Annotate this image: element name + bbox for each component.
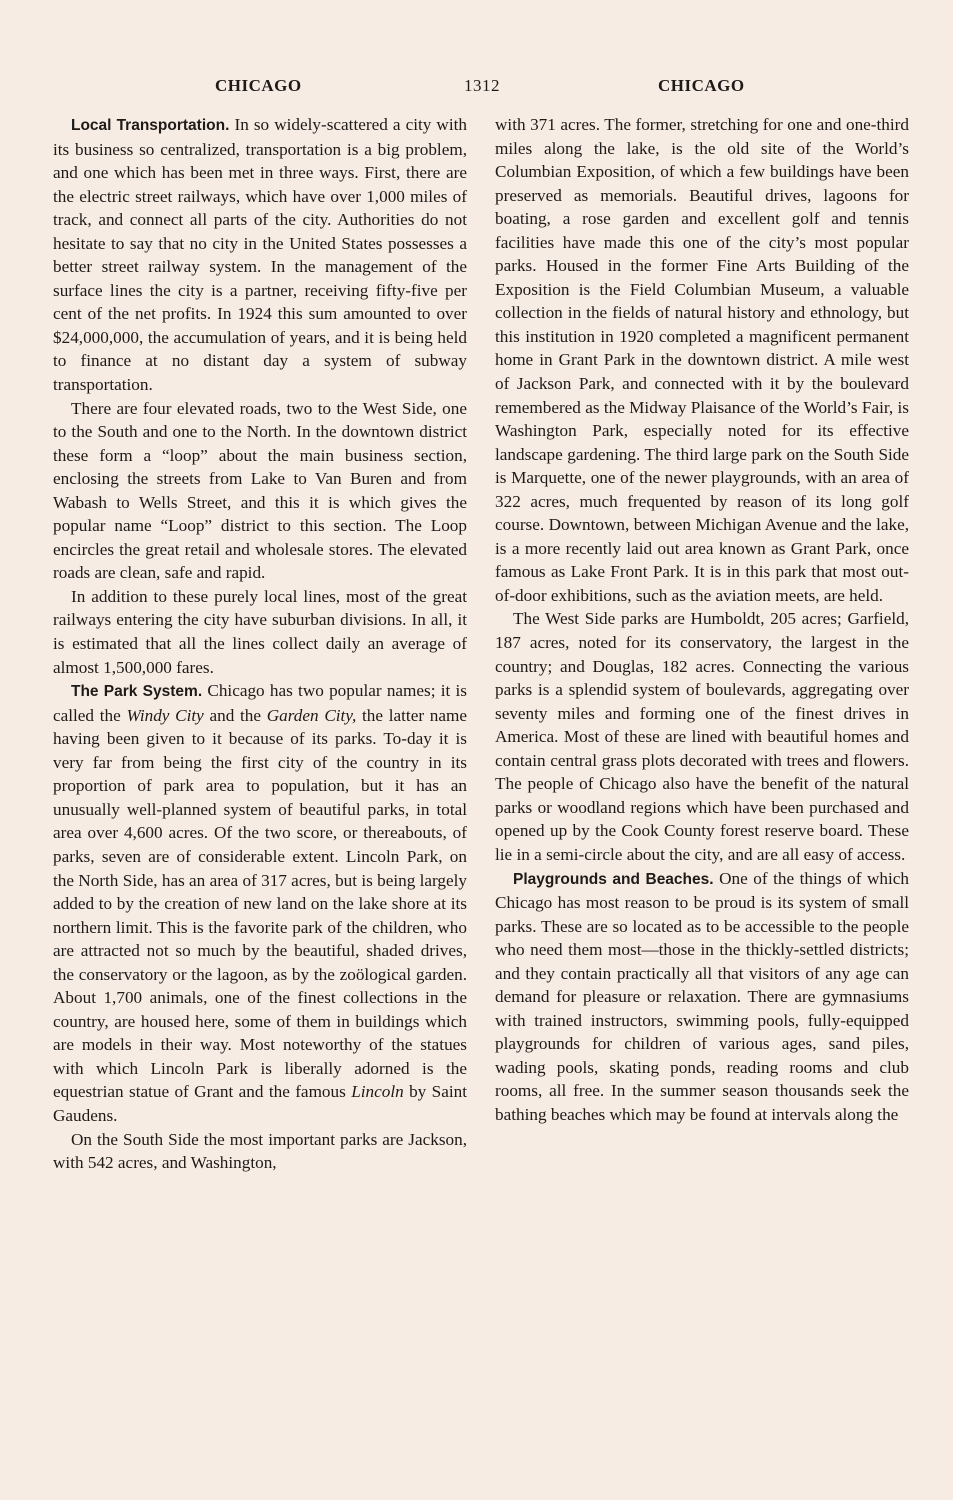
paragraph-railways: In addition to these purely local lines, most of the great railways entering the city have suburban divisions. In all, it is estimated that all the lines collect daily an average of almost 1,500,000 fares. (53, 586, 467, 677)
section-heading-park-system: The Park System. (71, 683, 203, 701)
paragraph-park-system (53, 679, 467, 1127)
paragraph-text: Chicago has two popular names; it is called the (53, 681, 467, 725)
paragraph-text: by Saint Gaudens. (53, 1082, 467, 1125)
paragraph-text: and the (203, 705, 267, 725)
paragraph-local-transportation (53, 113, 467, 397)
italic-lincoln: Lincoln (351, 1082, 404, 1102)
paragraph-south-side-parks: On the South Side the most important parks are Jackson, with 542 acres, and Washington, (53, 1129, 467, 1173)
left-column (53, 113, 467, 1175)
right-column (495, 113, 909, 1127)
italic-windy-city: Windy City (126, 705, 204, 725)
header-title-left: CHICAGO (215, 76, 302, 95)
paragraph-jackson-park: with 371 acres. The former, stretching for one and one-third miles along the lake, is the old site of the World’s Columbian Exposition, of which a few buildings have been preserved as memorials. Beautiful drives, lagoons for boating, a rose garden and excellent golf and tennis facilities have made this one of the city’s most popular parks. Housed in the former Fine Arts Building of the Exposition is the Field Columbian Museum, a valuable collection in the fields of natural history and ethnology, but this institution in 1920 completed a magnificent permanent home in Grant Park in the downtown district. A mile west of Jackson Park, and connected with it by the boulevard remembered as the Midway Plaisance of the World’s Fair, is Washington Park, especially noted for its effective landscape gardening. The third large park on the South Side is Marquette, one of the newer playgrounds, with an area of 322 acres, much frequented by reason of its long golf course. Downtown, between Michigan Avenue and the lake, is a more recently laid out area known as Grant Park, once famous as Lake Front Park. It is in this park that most out-of-door exhibitions, such as the aviation meets, are held. (495, 115, 909, 605)
page-number: 1312 (464, 76, 500, 95)
header-title-right: CHICAGO (658, 76, 745, 95)
paragraph-elevated-roads: There are four elevated roads, two to the West Side, one to the South and one to the North. In the downtown district these form a “loop” about the main business section, enclosing the streets from Lake to Van Buren and from Wabash to Wells Street, and this it is which gives the popular name “Loop” district to this section. The Loop encircles the great retail and wholesale stores. The elevated roads are clean, safe and rapid. (53, 398, 467, 583)
running-header (52, 76, 912, 100)
paragraph-text: the latter name having been given to it because of its parks. To-day it is very far from being the first city of the country in its proportion of park area to population, but it has an unusually well-planned system of beautiful parks, in total area over 4,600 acres. Of the two score, or thereabouts, of parks, seven are of considerable extent. Lincoln Park, on the North Side, has an area of 317 acres, but is being largely added to by the creation of new land on the lake shore at its northern limit. This is the favorite park of the children, who are attracted not so much by the beautiful, shaded drives, the conservatory or the lagoon, as by the zoölogical garden. About 1,700 animals, one of the finest collections in the country, are housed here, some of them in buildings which are models in their way. Most noteworthy of the statues with which Lincoln Park is liberally adorned is the equestrian statue of Grant and the famous (53, 705, 467, 1102)
italic-garden-city: Garden City, (266, 705, 357, 725)
paragraph-text: In so widely-scattered a city with its business so centralized, transportation is a big problem, and one which has been met in three ways. First, there are the electric street railways, which have over 1,000 miles of track, and connect all parts of the city. Authorities do not hesitate to say that no city in the United States possesses a better street railway system. In the management of the surface lines the city is a partner, receiving fifty-five per cent of the net profits. In 1924 this sum amounted to over $24,000,000, the accumulation of years, and it is being held to finance at no distant day a system of subway transportation. (53, 115, 467, 395)
paragraph-playgrounds (495, 867, 909, 1127)
paragraph-west-side-parks: The West Side parks are Humboldt, 205 acres; Garfield, 187 acres, noted for its conservatory, the largest in the country; and Douglas, 182 acres. Connecting the various parks is a splendid system of boulevards, aggregating over seventy miles and forming one of the finest drives in America. Most of these are lined with beautiful homes and contain central grass plots decorated with trees and flowers. The people of Chicago also have the benefit of the natural parks or woodland regions which have been purchased and opened up by the Cook County forest reserve board. These lie in a semi-circle about the city, and are all easy of access. (495, 609, 909, 864)
section-heading-local-transportation: Local Transportation. (71, 117, 230, 134)
section-heading-playgrounds: Playgrounds and Beaches. (513, 870, 714, 888)
paragraph-text: One of the things of which Chicago has most reason to be proud is its system of small parks. These are so located as to be accessible to the people who need them most—those in the thickly-settled districts; and they contain practically all that visitors of any age can demand for pleasure or relaxation. There are gymnasiums with trained instructors, swimming pools, fully-equipped playgrounds for children of various ages, sand piles, wading pools, skating ponds, reading rooms and club rooms, all free. In the summer season thousands seek the bathing beaches which may be found at intervals along the (495, 868, 909, 1124)
